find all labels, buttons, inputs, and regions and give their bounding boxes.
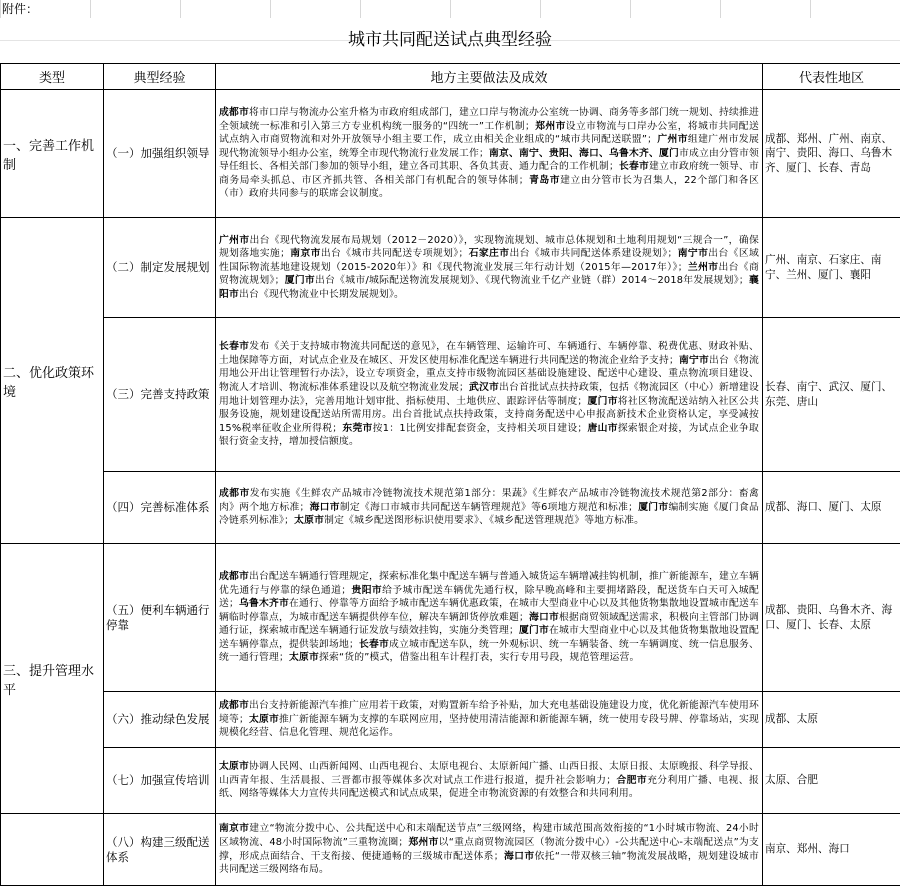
- practice-text: 设立市物流与口岸办公室，将城市共同配送试点纳入市商贸物流和对外开放领导小组主要工作，成立由相关企业组成的“城市共同配送联盟”；: [219, 121, 759, 146]
- practice-text: 充分利用广播、电视、报纸、网络等媒体大力宣传共同配送模式和试点成果，促进全市物流资源的有效整合和共同利用。: [219, 775, 759, 800]
- practice-text: 给予城市配送车辆优先通行权，除早晚高峰和主要拥堵路段，配送货车白天可入城配送；: [219, 585, 759, 610]
- city-name: 郑州市: [535, 121, 566, 132]
- city-name: 南京市: [219, 823, 249, 834]
- practice-text: 出台首批试点扶持政策，包括《物流园区（中心）新增建设用地计划管理办法》，完善用地计划审批、指标使用、土地供应、跟踪评估等制度；: [219, 382, 759, 407]
- city-name: 成都市: [219, 571, 249, 582]
- practice-text: 出台《现代物流发展布局规划（2012－2020）》，实现物流规划、城市总体规划和土地利用规划“三规合一”，确保规划落地实施；: [219, 235, 759, 260]
- city-name: 太原市: [289, 652, 319, 663]
- header-experience: 典型经验: [104, 64, 216, 90]
- city-name: 南宁市: [678, 248, 709, 259]
- practices-cell: [216, 544, 763, 692]
- practice-text: 将市口岸与物流办公室升格为市政府组成部门，建立口岸与物流办公室统一协调、商务等多部门统一规划、持续推进全领域统一标准和引入第三方专业机构统一服务的“四统一”工作机制；: [219, 107, 759, 132]
- city-name: 唐山市: [587, 423, 617, 434]
- practice-text: 出台《城市共同配送体系建设规划》；: [509, 248, 677, 259]
- experience-cell: （二）制定发展规划: [104, 218, 216, 318]
- city-name: 乌鲁木齐市: [239, 598, 289, 609]
- city-name: 太原市: [249, 714, 279, 725]
- city-name: 青岛市: [529, 175, 560, 186]
- practice-text: 在通行、停靠等方面给予城市配送车辆优惠政策，在城市大型商业中心以及其他货物集散地设置城市配送车辆临时停靠点，为城市配送车辆提供停车位，解决车辆卸货停放难题；: [219, 598, 759, 623]
- city-name: 长春市: [619, 161, 649, 172]
- city-name: 东莞市: [342, 423, 372, 434]
- practices-cell: [216, 90, 763, 218]
- practice-text: 组建广州市发展现代物流领导小组办公室，统筹全市现代物流行业发展工作；: [219, 134, 759, 159]
- city-name: 兰州市: [688, 262, 719, 273]
- practice-text: 成立城市配送车队，统一外观标识、统一车辆装备、统一车辆调度、统一信息服务、统一通行管理；: [219, 639, 759, 664]
- practice-text: 发布实施《生鲜农产品城市冷链物流技术规范第1部分：果蔬》《生鲜农产品城市冷链物流技术规范第2部分：畜禽肉》两个地方标准；: [219, 488, 759, 513]
- experience-table: [0, 63, 900, 886]
- header-type: 类型: [1, 64, 104, 90]
- practice-text: 按1：1比例安排配套资金，支持相关项目建设；: [373, 423, 588, 434]
- table-row: [1, 318, 900, 472]
- practice-text: 出台配送车辆通行管理规定，探索标准化集中配送车辆与普通入城货运车辆增减挂钩机制，推广新能源车，建立车辆优先通行与停靠的绿色通道；: [219, 571, 759, 596]
- experience-cell: （七）加强宣传培训: [104, 748, 216, 814]
- practices-cell: [216, 748, 763, 814]
- practice-text: 建立市政府统一领导、市商务局牵头抓总、市区齐抓共管、各相关部门有机配合的领导体制；: [219, 161, 759, 186]
- experience-cell: （一）加强组织领导: [104, 90, 216, 218]
- city-name: 成都市: [219, 700, 249, 711]
- regions-cell: 成都、海口、厦门、太原: [763, 472, 900, 544]
- table-row: [1, 472, 900, 544]
- practice-text: 出台《现代物流业中长期发展规划》。: [239, 289, 404, 300]
- city-name: 太原市: [294, 515, 324, 526]
- category-cell: 二、优化政策环境: [1, 218, 104, 544]
- experience-cell: （五）便利车辆通行停靠: [104, 544, 216, 692]
- city-name: 厦门市: [285, 275, 315, 286]
- attachment-label: 附件：: [0, 0, 900, 18]
- experience-cell: （三）完善支持政策: [104, 318, 216, 472]
- practice-text: 出台支持新能源汽车推广应用若干政策，对购置新车给予补贴，加大充电基础设施建设力度，优化新能源汽车使用环境等；: [219, 700, 759, 725]
- table-row: [1, 218, 900, 318]
- regions-cell: 成都、贵阳、乌鲁木齐、海口、厦门、长春、太原: [763, 544, 900, 692]
- table-row: [1, 814, 900, 886]
- city-name: 襄阳市: [219, 275, 759, 300]
- city-name: 南京、南宁、贵阳、海口、乌鲁木齐、厦门: [489, 148, 679, 159]
- practice-text: 建立由分管市长为召集人，22个部门和各区（市）政府共同参与的联席会议制度。: [219, 175, 759, 200]
- city-name: 武汉市: [469, 382, 499, 393]
- practice-text: 在城市大型商业中心以及其他货物集散地设置配送车辆停靠点，提供装卸场地；: [219, 625, 759, 650]
- practice-text: 将社区物流配送站纳入社区公共服务设施，规划建设配送站所需用房。出台首批试点扶持政策，支持商务配送中心申报高新技术企业资格认定，享受减按15%税率征收企业所得税；: [219, 396, 759, 434]
- city-name: 海口市: [504, 851, 535, 862]
- category-cell-empty: [1, 814, 104, 886]
- city-name: 成都市: [219, 107, 249, 118]
- practice-text: 发布《关于支持城市物流共同配送的意见》，在车辆管理、运输许可、车辆通行、车辆停靠、税费优惠、财政补贴、土地保障等方面，对试点企业及在城区、开发区使用标准化配送车辆进行共同配送的物流企业给予支持；: [219, 341, 759, 366]
- practice-text: 出台《城市共同配送专项规划》；: [321, 248, 469, 259]
- table-row: [1, 748, 900, 814]
- city-name: 海口市: [529, 612, 559, 623]
- practice-text: 探索银企对接，为试点企业争取银行资金支持，增加授信额度。: [219, 423, 759, 448]
- practice-text: 探索“货的”模式，借鉴出租车计程打表，实行专用号段，规范管理运营。: [319, 652, 639, 663]
- city-name: 南京市: [290, 248, 321, 259]
- header-practices: 地方主要做法及成效: [216, 64, 763, 90]
- practice-text: 编制实施《厦门食品冷链系列标准》；: [219, 502, 759, 527]
- city-name: 贵阳市: [351, 585, 382, 596]
- practice-text: 出台《物流用地公开出让管理暂行办法》，设立专项资金，重点支持市级物流园区基础设施建设、配送中心建设、重点物流项目建设、物流人才培训、物流标准体系建设以及航空物流业发展；: [219, 355, 759, 393]
- practices-cell: [216, 472, 763, 544]
- practice-text: 市成立由分管市领导任组长、各相关部门参加的领导小组，建立各司其职、各负其责、通力配合的工作机制；: [219, 148, 759, 173]
- city-name: 成都市: [219, 488, 250, 499]
- city-name: 郑州市: [408, 837, 438, 848]
- table-row: [1, 544, 900, 692]
- table-row: [1, 692, 900, 748]
- city-name: 广州市: [657, 134, 688, 145]
- regions-cell: 太原、合肥: [763, 748, 900, 814]
- city-name: 长春市: [219, 341, 249, 352]
- city-name: 长春市: [359, 639, 389, 650]
- experience-cell: （八）构建三级配送体系: [104, 814, 216, 886]
- practice-text: 建立“物流分拨中心、公共配送中心和末端配送节点”三级网络，构建市域范围高效衔接的“1小时城市物流、24小时区域物流、48小时国际物流”三重物流圈；: [219, 823, 759, 848]
- city-name: 太原市: [219, 761, 249, 772]
- regions-cell: 广州、南京、石家庄、南宁、兰州、厦门、襄阳: [763, 218, 900, 318]
- practices-cell: [216, 814, 763, 886]
- city-name: 海口市: [310, 502, 340, 513]
- practice-text: 协调人民网、山西新闻网、山西电视台、太原电视台、太原新闻广播、山西日报、太原日报、太原晚报、科学导报、山西青年报、生活晨报、三晋都市报等媒体多次对试点工作进行报道，提升社会影响力；: [219, 761, 759, 786]
- experience-cell: （四）完善标准体系: [104, 472, 216, 544]
- experience-cell: （六）推动绿色发展: [104, 692, 216, 748]
- practice-text: 以“重点商贸物流园区（物流分拨中心）-公共配送中心-末端配送点”为支撑，形成点面结合、干支衔接、便捷通畅的三级城市配送体系；: [219, 837, 759, 862]
- practice-text: 制定《城乡配送图形标识使用要求》、《城乡配送管理规范》等地方标准。: [324, 515, 644, 526]
- practice-text: 出台《城市/城际配送物流发展规划》、《现代物流业千亿产业链（群）2014～2018年发展规划》；: [315, 275, 749, 286]
- practice-text: 推广新能源车辆为支撑的车联网应用，坚持使用清洁能源和新能源车辆，统一使用专段号牌、停靠场站，实现规模化经营、信息化管理、规范化运作。: [219, 714, 759, 739]
- city-name: 石家庄市: [469, 248, 510, 259]
- city-name: 厦门市: [638, 502, 668, 513]
- header-regions: 代表性地区: [763, 64, 900, 90]
- practices-cell: [216, 218, 763, 318]
- regions-cell: 南京、郑州、海口: [763, 814, 900, 886]
- practices-cell: [216, 318, 763, 472]
- practice-text: 根据商贸领域配送需求，积极向主管部门协调通行证，探索城市配送车辆通行证发放与绩效挂钩，实施分类管理；: [219, 612, 759, 637]
- table-row: [1, 90, 900, 218]
- city-name: 合肥市: [616, 775, 647, 786]
- regions-cell: 成都、太原: [763, 692, 900, 748]
- practice-text: 出台《区域性国际物流基地建设规划（2015-2020年）》和《现代物流业发展三年行动计划（2015年—2017年）》；: [219, 248, 759, 273]
- practices-cell: [216, 692, 763, 748]
- city-name: 南宁市: [679, 355, 709, 366]
- practice-text: 出台《商贸物流规划》；: [219, 262, 759, 287]
- table-header-row: [1, 64, 900, 90]
- city-name: 广州市: [219, 235, 249, 246]
- category-cell: 一、完善工作机制: [1, 90, 104, 218]
- regions-cell: 成都、郑州、广州、南京、南宁、贵阳、海口、乌鲁木齐、厦门、长春、青岛: [763, 90, 900, 218]
- category-cell: 三、提升管理水平: [1, 544, 104, 814]
- city-name: 厦门市: [519, 625, 549, 636]
- page-title: 城市共同配送试点典型经验: [0, 18, 900, 63]
- practice-text: 制定《海口市城市共同配送车辆管理规范》等6项地方规范和标准；: [340, 502, 638, 513]
- regions-cell: 长春、南宁、武汉、厦门、东莞、唐山: [763, 318, 900, 472]
- practice-text: 依托“一带双核三轴”物流发展战略，规划建设城市共同配送三级网络布局。: [219, 851, 759, 876]
- city-name: 厦门市: [587, 396, 617, 407]
